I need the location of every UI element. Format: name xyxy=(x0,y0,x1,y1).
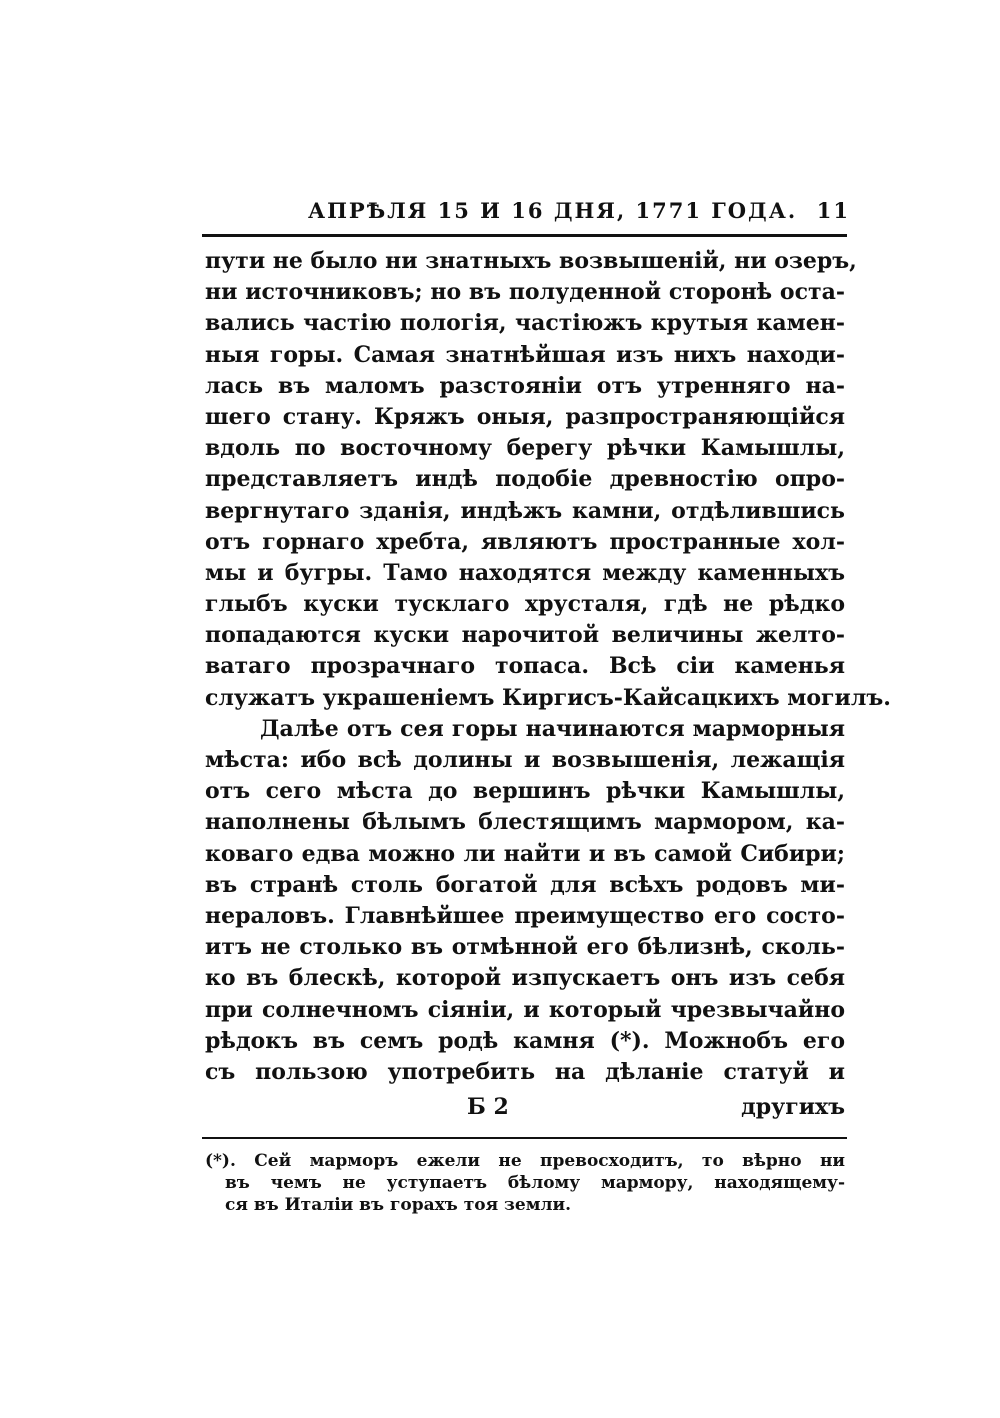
signature-mark: Б 2 xyxy=(467,1094,509,1120)
text-line: коваго едва можно ли найти и въ самой Сибири; xyxy=(205,840,845,867)
text-line: ко въ блескѣ, которой изпускаетъ онъ изъ себя xyxy=(205,965,845,992)
text-line: глыбъ куски тусклаго хрусталя, гдѣ не рѣдко xyxy=(205,591,845,618)
text-line: отъ сего мѣста до вершинъ рѣчки Камышлы, xyxy=(205,778,845,805)
body-text xyxy=(205,246,891,1088)
footnote-line: ся въ Италіи въ горахъ тоя земли. xyxy=(225,1195,572,1215)
text-line: вались частію пологія, частіюжъ крутыя камен- xyxy=(205,310,845,337)
footnote-line: (*). Сей марморъ ежели не превосходитъ, то вѣрно ни xyxy=(205,1151,845,1171)
text-line: мы и бугры. Тамо находятся между каменныхъ xyxy=(205,559,845,586)
text-line: итъ не столько въ отмѣнной его бѣлизнѣ, сколь- xyxy=(205,934,845,961)
paragraph-start-line: Далѣе отъ сея горы начинаются марморныя xyxy=(260,715,845,742)
header-rule xyxy=(202,234,847,237)
text-line: вдоль по восточному берегу рѣчки Камышлы, xyxy=(205,435,845,462)
footnote-line: въ чемъ не уступаетъ бѣлому мармору, находящему- xyxy=(225,1173,845,1193)
text-line: представляетъ индѣ подобіе древностію опро- xyxy=(205,466,845,493)
signature-row xyxy=(205,1094,845,1126)
text-line: съ пользою употребить на дѣланіе статуй и xyxy=(205,1058,845,1085)
text-line: шего стану. Кряжъ оныя, разпространяющійся xyxy=(205,403,845,430)
text-line: мѣста: ибо всѣ долины и возвышенія, лежащія xyxy=(205,747,845,773)
footnote-rule xyxy=(202,1137,847,1139)
text-line: нераловъ. Главнѣйшее преимущество его состо- xyxy=(205,902,845,929)
catchword: другихъ xyxy=(741,1094,845,1120)
text-line: вергнутаго зданія, индѣжъ камни, отдѣлившись xyxy=(205,497,845,524)
text-line: отъ горнаго хребта, являютъ пространные хол- xyxy=(205,528,845,555)
text-line: рѣдокъ въ семъ родѣ камня (*). Можнобъ его xyxy=(205,1027,845,1054)
text-line: ныя горы. Самая знатнѣйшая изъ нихъ находи- xyxy=(205,341,845,368)
text-line: лась въ маломъ разстояніи отъ утренняго на- xyxy=(205,372,845,399)
running-header xyxy=(290,198,850,228)
text-line: пути не было ни знатныхъ возвышеній, ни озеръ, xyxy=(205,248,857,274)
page-number: 11 xyxy=(816,198,850,223)
text-line: въ странѣ столь богатой для всѣхъ родовъ ми- xyxy=(205,871,845,898)
running-title: АПРѢЛЯ 15 И 16 ДНЯ, 1771 ГОДА. xyxy=(308,198,798,223)
footnote xyxy=(205,1150,845,1216)
text-line: при солнечномъ сіяніи, и который чрезвычайно xyxy=(205,996,845,1023)
text-line: служатъ украшеніемъ Киргисъ-Кайсацкихъ могилъ. xyxy=(205,684,891,711)
text-line: ни источниковъ; но въ полуденной сторонѣ оста- xyxy=(205,279,845,306)
text-line: наполнены бѣлымъ блестящимъ мармором, ка- xyxy=(205,809,845,836)
text-line: попадаются куски нарочитой величины желто- xyxy=(205,622,845,649)
text-line: ватаго прозрачнаго топаса. Всѣ сіи каменья xyxy=(205,653,845,680)
